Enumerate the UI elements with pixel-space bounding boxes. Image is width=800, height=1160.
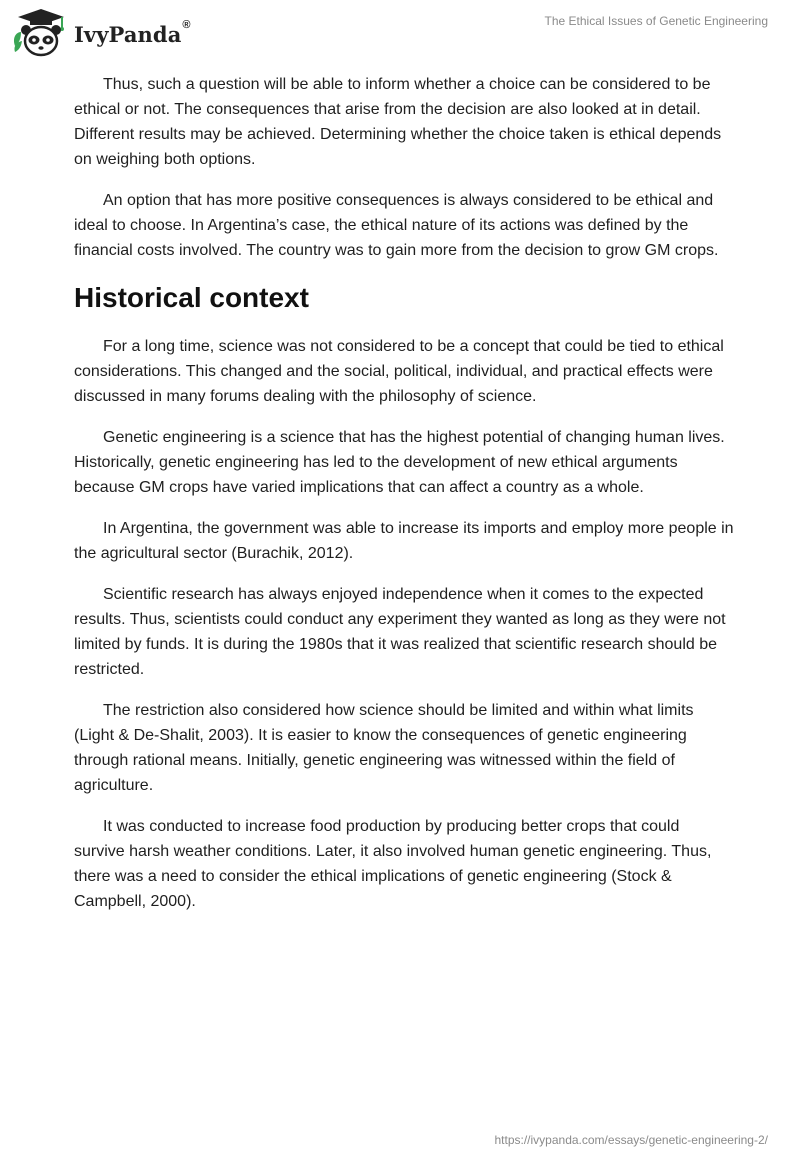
source-url[interactable]: https://ivypanda.com/essays/genetic-engineering-2/ bbox=[494, 1133, 768, 1147]
document-title: The Ethical Issues of Genetic Engineering bbox=[544, 14, 768, 28]
essay-content bbox=[74, 72, 734, 930]
paragraph: It was conducted to increase food production by producing better crops that could survive harsh weather conditions. Later, it also involved human genetic engineering. Thus, there was a need to consider the ethical implications of genetic engineering (Stock & Campbell, 2000). bbox=[74, 818, 712, 910]
paragraph: The restriction also considered how science should be limited and within what limits (Light & De-Shalit, 2003). It is easier to know the consequences of genetic engineering through rational means. Initially, genetic engineering was witnessed within the field of agriculture. bbox=[74, 702, 694, 794]
brand-name: IvyPanda® bbox=[74, 18, 191, 47]
registered-mark: ® bbox=[182, 18, 191, 31]
section-heading: Historical context bbox=[74, 282, 309, 313]
paragraph: For a long time, science was not considered to be a concept that could be tied to ethical considerations. This changed and the social, political, individual, and practical effects were discussed in many forums dealing with the philosophy of science. bbox=[74, 338, 724, 405]
panda-graduate-icon bbox=[12, 8, 70, 58]
paragraph: An option that has more positive consequences is always considered to be ethical and ideal to choose. In Argentina’s case, the ethical nature of its actions was defined by the financial costs involved. The country was to gain more from the decision to grow GM crops. bbox=[74, 192, 719, 259]
paragraph: In Argentina, the government was able to increase its imports and employ more people in the agricultural sector (Burachik, 2012). bbox=[74, 520, 734, 562]
paragraph: Genetic engineering is a science that has the highest potential of changing human lives. Historically, genetic engineering has led to the development of new ethical arguments because GM crops have varied implications that can affect a country as a whole. bbox=[74, 429, 725, 496]
paragraph: Thus, such a question will be able to inform whether a choice can be considered to be ethical or not. The consequences that arise from the decision are also looked at in detail. Different results may be achieved. Determining whether the choice taken is ethical depends on weighing both options. bbox=[74, 76, 722, 168]
paragraph: Scientific research has always enjoyed independence when it comes to the expected results. Thus, scientists could conduct any experiment they wanted as long as they were not limited by funds. It is during the 1980s that it was realized that scientific research should be restricted. bbox=[74, 586, 726, 678]
ivypanda-logo[interactable] bbox=[12, 8, 191, 58]
page-header bbox=[0, 0, 800, 64]
